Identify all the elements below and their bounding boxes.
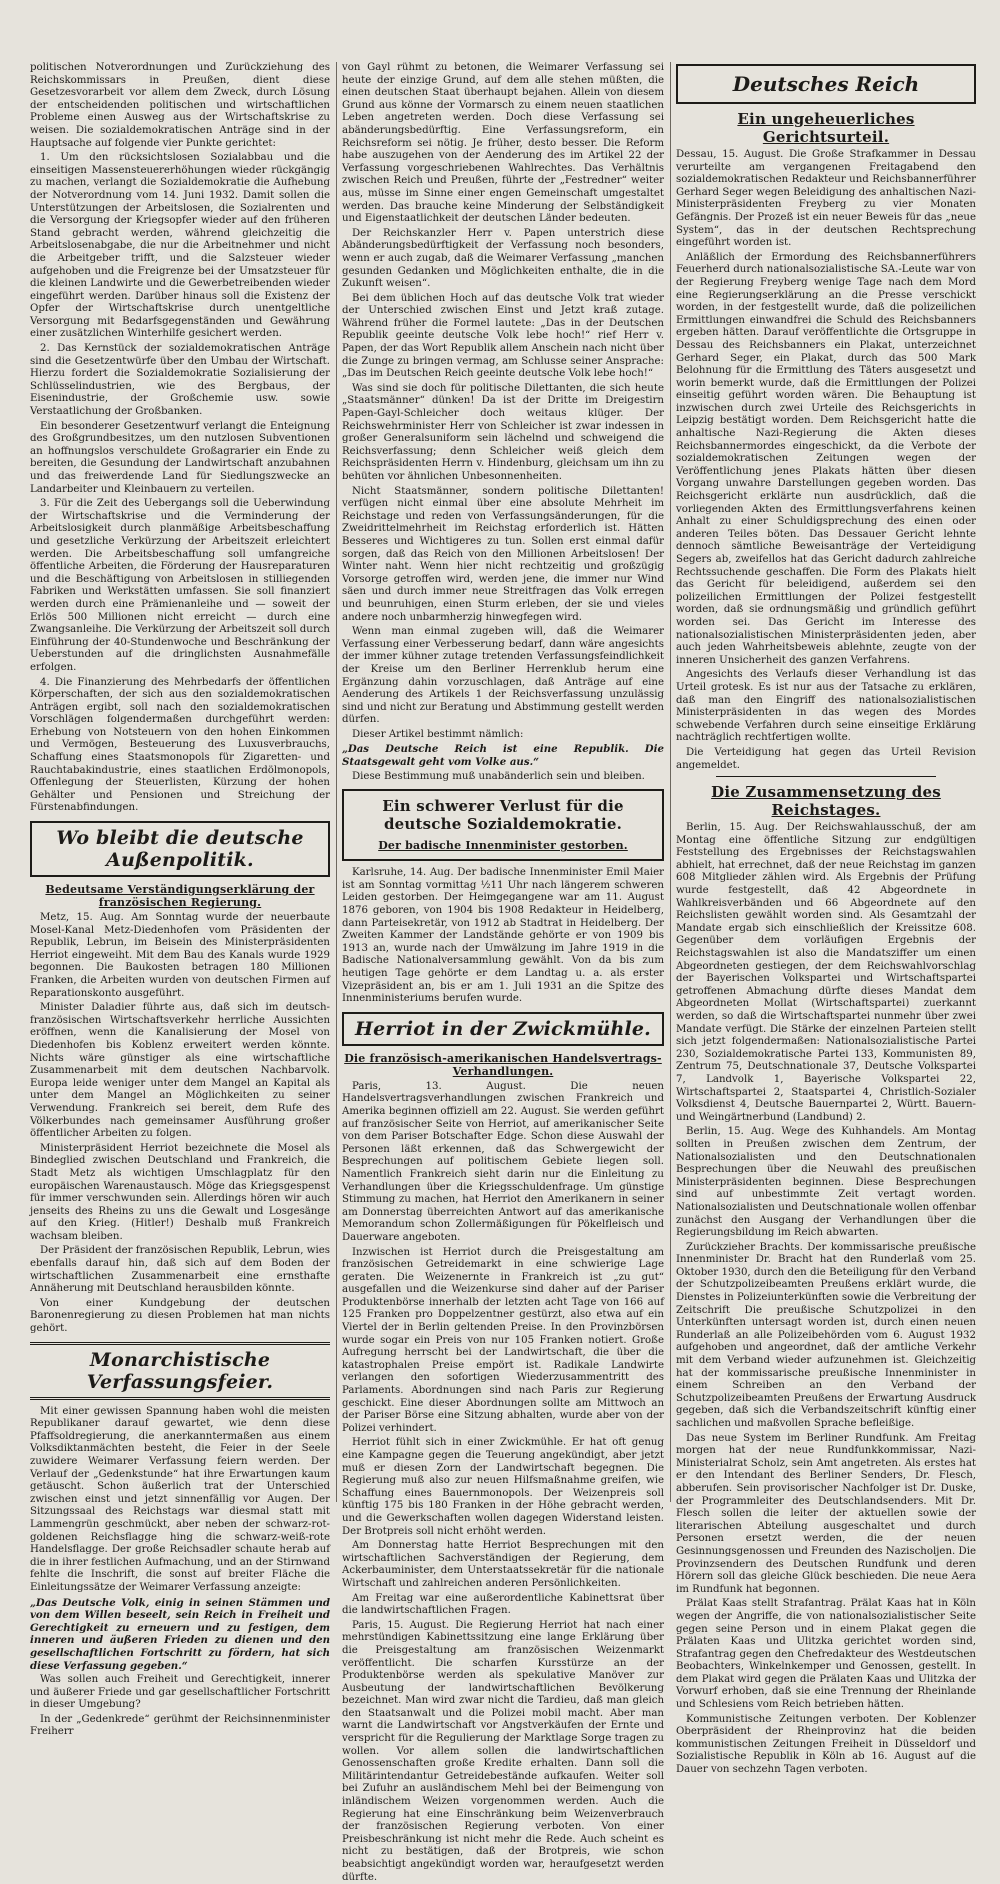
- article-paragraph: Diese Bestimmung muß unabänderlich sein und bleiben.: [352, 770, 645, 782]
- article-paragraph: Berlin, 15. Aug. Der Reichswahlausschuß, der am Montag eine öffentliche Sitzung zur endgültigen Feststellung des Ergebnisses der Reichstagswahlen abhielt, hat errechnet, daß der neue Reichstag im ganzen 608 Mitglieder zählen wird. Als Ergebnis der Prüfung wurde festgestellt, daß 42 Abgeordnete in Wahlkreisverbänden und 66 Abgeordnete auf den Reichslisten gewählt worden sind. Als Gesamtzahl der Mandate ergab sich einschließlich der Kreissitze 608. Gegenüber dem vorläufigen Ergebnis der Reichstagswahlen ist also die Mandatsziffer um einen Abgeordneten gestiegen, der dem Reichswahlvorschlag der Bayerischen Volkspartei und Wirtschaftspartei getroffenen Abmachung dürfte dieses Mandat dem Abgeordneten Mollat (Wirtschaftspartei) zuerkannt werden, so daß die Wirtschaftspartei nunmehr über zwei Mandate verfügt. Die Stärke der einzelnen Parteien stellt sich jetzt folgendermaßen: Nationalsozialistische Partei 230, Sozialdemokratische Partei 133, Kommunisten 89, Zentrum 75, Deutschnationale 37, Deutsche Volkspartei 7, Landvolk 1, Bayerische Volkspartei 22, Wirtschaftspartei 2, Staatspartei 4, Christlich-Sozialer Volksdienst 4, Deutsche Bauernpartei 2, Württ. Bauern- und Weingärtnerbund (Landbund) 2.: [676, 822, 976, 1123]
- section-title: Deutsches Reich: [676, 64, 976, 104]
- quote: „Das Deutsche Reich ist eine Republik. Die Staatsgewalt geht vom Volke aus.“: [342, 743, 664, 769]
- article-paragraph: Herriot fühlt sich in einer Zwickmühle. Er hat oft genug eine Kampagne gegen die Teuerung angekündigt, aber jetzt muß er diesen Zorn der Landwirtschaft begegnen. Die Regierung muß also zur neuen Hilfsmaßnahme greifen, wie Schaffung eines Bauernmonopols. Der Weizenpreis soll künftig 175 bis 180 Franken in der Höhe gebracht werden, und die Gewerkschaften wollen dagegen Widerstand leisten. Der Brotpreis soll nicht erhöht werden.: [342, 1437, 664, 1537]
- article-paragraph: Am Freitag war eine außerordentliche Kabinettsrat über die landwirtschaftlichen Fragen.: [342, 1592, 664, 1617]
- article-paragraph: Prälat Kaas stellt Strafantrag. Prälat Kaas hat in Köln wegen der Angriffe, die von nationalsozialistischer Seite gegen seine Person und in einem Plakat gegen die Prälaten Kaas und Ulitzka gerichtet worden sind, Strafantrag gegen den Chefredakteur des Westdeutschen Beobachters, Winkelnkemper und Genossen, gestellt. In dem Plakat wird gegen die Prälaten Kaas und Ulitzka der Vorwurf erhoben, daß sie eine Trennung der Rheinlande und Schlesiens vom Reich betrieben hätten.: [676, 1598, 976, 1711]
- article-paragraph: Am Donnerstag hatte Herriot Besprechungen mit den wirtschaftlichen Sachverständigen der Regierung, dem Ackerbauminister, dem Unterstaatssekretär für die nationale Wirtschaft und zahlreichen anderen Persönlichkeiten.: [342, 1540, 664, 1589]
- article-paragraph: Was sind sie doch für politische Dilettanten, die sich heute „Staatsmänner“ dünken! Da ist der Dritte im Dreigestirn Papen-Gayl-Schleicher doch weitaus klüger. Der Reichswehrminister Herr von Schleicher ist zwar indessen in großer Generalsuniform sein lächelnd und schweigend die Reichsverfassung; denn Schleicher weiß gleich dem Reichspräsidenten Herrn v. Hindenburg, gleichsam um ihn zu behüten vor ähnlichen Unbesonnenheiten.: [342, 382, 664, 482]
- article-paragraph: Kommunistische Zeitungen verboten. Der Koblenzer Oberpräsident der Rheinprovinz hat die beiden kommunistischen Zeitungen Freiheit in Düsseldorf und Sozialistische Republik in Köln ab 16. August auf die Dauer von sechzehn Tagen verboten.: [676, 1713, 976, 1776]
- article-paragraph: Anläßlich der Ermordung des Reichsbannerführers Feuerherd durch nationalsozialistische SA.-Leute war von der Regierung Freyberg wenige Tage nach dem Mord eine Regierungserklärung an die Presse verschickt worden, in der festgestellt wurde, daß die polizeilichen Ermittlungen einwandfrei die Schuld des Reichsbanners ergeben hätten. Darauf veröffentlichte die Ortsgruppe in Dessau des Reichsbanners ein Plakat, unterzeichnet Gerhard Seger, ein Plakat, durch das 500 Mark Belohnung für die Ermittlung des Täters ausgesetzt und worin bemerkt wurde, daß die Ermittlungen der Polizei einseitig geführt worden wären. Die Behauptung ist inzwischen durch zwei Urteile des Reichsgerichts in Leipzig bestätigt worden. Dem Reichsgericht hatte die anhaltische Nazi-Regierung die Akten dieses Reichsbannermordes eingeschickt, da die Verbote der sozialdemokratischen Zeitungen wegen der Veröffentlichung jenes Plakats hätten über diesen Vorgang unwahre Darstellungen gegeben worden. Das Reichsgericht erklärte nun ausdrücklich, daß die vorliegenden Akten des Ermittlungsverfahrens keinen Anhalt zu einer Schuldigsprechung des einen oder anderen Teiles böten. Das Dessauer Gericht lehnte dennoch sämtliche Beweisanträge der Verteidigung Segers ab, zweifellos hat das Gericht dadurch zahlreiche Rechtssuchende geschaffen. Die Form des Plakats hielt das Gericht für beleidigend, außerdem sei den polizeilichen Ermittlungen der Polizei festgestellt worden, daß sie ordnungsmäßig und gründlich geführt worden sei. Das Gericht im Interesse des nationalsozialistischen Ministerpräsidenten jeden, aber auch jeden Wahrheitsbeweis ablehnte, zeugte von der inneren Unsicherheit des ganzen Verfahrens.: [676, 251, 976, 666]
- headline-reichstag: Die Zusammensetzung des Reichstages.: [711, 783, 941, 820]
- headline-box-obituary: [342, 789, 664, 861]
- article-paragraph: Wenn man einmal zugeben will, daß die Weimarer Verfassung einer Verbesserung bedarf, dann wäre angesichts der immer kühner zutage tretenden Verfassungsfeindlichkeit der Kreise um den Berliner Herrenklub herum eine Ergänzung dahin vorzuschlagen, daß Anträge auf eine Aenderung des Artikels 1 der Reichsverfassung unzulässig sind und nicht zur Beratung und Abstimmung gestellt werden dürfen.: [342, 626, 664, 726]
- subheadline-foreign-policy: Bedeutsame Verständigungserklärung der französischen Regierung.: [45, 883, 315, 910]
- article-paragraph: Minister Daladier führte aus, daß sich im deutsch-französischen Wirtschaftsverkehr herrliche Aussichten eröffnen, wenn die Kanalisierung der Mosel von Diedenhofen bis Koblenz erweitert werden könnte. Nichts wäre günstiger als eine wirtschaftliche Zusammenarbeit mit dem deutschen Nachbarvolk. Europa leide weniger unter dem Mangel an Kapital als unter dem Mangel an Möglichkeiten zu seiner Verwendung. Frankreich sei bereit, dem Rufe des Völkerbundes nach gemeinsamer Ausführung großer öffentlicher Arbeiten zu folgen.: [30, 1002, 330, 1140]
- article-paragraph: Ministerpräsident Herriot bezeichnete die Mosel als Bindeglied zwischen Deutschland und Frankreich, die Stadt Metz als wichtigen Umschlagplatz für den europäischen Warenaustausch. Möge das Kriegsgespenst für immer verschwunden sein. Allerdings hören wir auch jenseits des Rheins zu uns die Gewalt und Losgesänge auf den Krieg. (Hitler!) Deshalb muß Frankreich wachsam bleiben.: [30, 1142, 330, 1242]
- article-paragraph: politischen Notverordnungen und Zurückziehung des Reichskommissars in Preußen, dient diese Gesetzesvorarbeit vor allem dem Zweck, durch Lösung der entscheidenden politischen und wirtschaftlichen Probleme einen Ausweg aus der Wirtschaftskrise zu weisen. Die sozialdemokratischen Anträge sind in der Hauptsache auf folgende vier Punkte gerichtet:: [30, 62, 330, 149]
- article-paragraph: Der Reichskanzler Herr v. Papen unterstrich diese Abänderungsbedürftigkeit der Verfassung noch besonders, wenn er auch zugab, daß die Weimarer Verfassung „manchen gesunden Gedanken und Möglichkeiten enthalte, die in die Zukunft weisen“.: [342, 227, 664, 290]
- divider: [716, 776, 936, 777]
- article-paragraph: Metz, 15. Aug. Am Sonntag wurde der neuerbaute Mosel-Kanal Metz-Diedenhofen vom Präsidenten der Republik, Lebrun, im Beisein des Ministerpräsidenten Herriot eingeweiht. Mit dem Bau des Kanals wurde 1929 begonnen. Die Baukosten betragen 180 Millionen Franken, die Arbeiten wurden von deutschen Firmen auf Reparationskonto ausgeführt.: [30, 912, 330, 999]
- article-paragraph: Der Präsident der französischen Republik, Lebrun, wies ebenfalls darauf hin, daß sich auf dem Boden der wirtschaftlichen Zusammenarbeit eine ernsthafte Annäherung mit Deutschland herausbilden könnte.: [30, 1245, 330, 1295]
- article-paragraph: Nicht Staatsmänner, sondern politische Dilettanten! verfügen nicht einmal über eine absolute Mehrheit im Reichstage und reden von Verfassungsänderungen, für die Zweidrittelmehrheit im Reichstag erforderlich ist. Hätten Besseres und Wichtigeres zu tun. Sollen erst einmal dafür sorgen, daß das Reich von den Millionen Arbeitslosen! Der Winter naht. Wenn hier nicht rechtzeitig und großzügig Vorsorge getroffen wird, werden jene, die immer nur Wind säen und durch immer neue Streitfragen das Volk erregen und beunruhigen, einen Sturm erleben, der sie und vieles andere noch unbarmherzig hinwegfegen wird.: [342, 485, 664, 623]
- article-paragraph: Was sollen auch Freiheit und Gerechtigkeit, innerer und äußerer Friede und gar gesellschaftlicher Fortschritt in dieser Umgebung?: [30, 1674, 330, 1711]
- article-paragraph: Bei dem üblichen Hoch auf das deutsche Volk trat wieder der Unterschied zwischen Einst und Jetzt kraß zutage. Während früher die Formel lautete: „Das in der Deutschen Republik geeinte deutsche Volk lebe hoch!“ rief Herr v. Papen, der das Wort Republik allem Anschein nach nicht über die Zunge zu bringen vermag, am Schlusse seiner Ansprache: „Das im Deutschen Reich geeinte deutsche Volk lebe hoch!“: [342, 292, 664, 380]
- article-paragraph: Ein besonderer Gesetzentwurf verlangt die Enteignung des Großgrundbesitzes, um den nutzlosen Subventionen an hoffnungslos verschuldete Großagrarier ein Ende zu bereiten, die Gesundung der Landwirtschaft anzubahnen und das freiwerdende Land für Siedlungszwecke an Landarbeiter und Kleinbauern zu verteilen.: [30, 420, 330, 495]
- column-3: [676, 62, 976, 1776]
- article-paragraph: Dieser Artikel bestimmt nämlich:: [352, 728, 524, 740]
- article-paragraph: Das neue System im Berliner Rundfunk. Am Freitag morgen hat der neue Rundfunkkommissar, Nazi-Ministerialrat Scholz, sein Amt angetreten. Als erstes hat er den Intendant des Berliner Senders, Dr. Flesch, abberufen. Sein provisorischer Nachfolger ist Dr. Duske, der Programmleiter des Deutschlandsenders. Mit Dr. Flesch sollen die leiter der aktuellen sowie der literarischen Abteilung ausgeschaltet und durch Personen ersetzt werden, die der neuen Gesinnungsgenossen und Freunden des Nazischoljen. Die Provinzsendern des Deutschen Rundfunk und deren Hörern soll das gleiche Glück beschieden. Die neue Aera im Rundfunk hat begonnen.: [676, 1432, 976, 1595]
- headline-constitution-celebration: Monarchistische Verfassungsfeier.: [30, 1342, 330, 1400]
- subheadline-herriot: Die französisch-amerikanischen Handelsvertrags-Verhandlungen.: [344, 1051, 662, 1078]
- headline-foreign-policy: Wo bleibt die deutsche Außenpolitik.: [30, 821, 330, 877]
- column-divider: [336, 62, 337, 1502]
- article-paragraph: Die Verteidigung hat gegen das Urteil Revision angemeldet.: [676, 746, 976, 771]
- article-paragraph: Zurückzieher Brachts. Der kommissarische preußische Innenminister Dr. Bracht hat den Runderlaß vom 25. Oktober 1930, durch den die Beteiligung für den Verband der Schutzpolizeibeamten Preußens erklärt wurde, die Dienstes in Polizeiunterkünften sowie die Verbreitung der Zeitschrift Die preußische Schutzpolizei in den Unterkünften untersagt worden ist, durch einen neuen Runderlaß an alle Polizeibehörden vom 6. August 1932 aufgehoben und angeordnet, daß der amtliche Verkehr mit dem Verband wieder aufzunehmen ist. Gleichzeitig hat der kommissarische preußische Innenminister in einem Schreiben an den Verband der Schutzpolizeibeamten Preußens der Erwartung Ausdruck gegeben, daß sich die Verbandszeitschrift künftig einer sachlichen und maßvollen Sprache befleißige.: [676, 1241, 976, 1429]
- headline-herriot: Herriot in der Zwickmühle.: [342, 1012, 664, 1046]
- column-divider: [670, 62, 671, 1502]
- article-paragraph: Mit einer gewissen Spannung haben wohl die meisten Republikaner darauf gewartet, wie denn diese Pfaffsoldregierung, die anerkanntermaßen aus einem Volksdiktanmächten besteht, die Feier in der Seele zuwidere Weimarer Verfassung feiern werden. Der Verlauf der „Gedenkstunde“ hat ihre Erwartungen kaum getäuscht. Schon äußerlich trat der Unterschied zwischen einst und jetzt sinnenfällig vor Augen. Der Sitzungssaal des Reichstags war diesmal statt mit Lammengrün geschmückt, aber neben der schwarz-rot-goldenen Reichsflagge hing die schwarz-weiß-rote Handelsflagge. Der große Reichsadler schaute herab auf die in ihrer festlichen Aufmachung, und an der Stirnwand fehlte die Inschrift, die sonst auf breiter Fläche die Einleitungssätze der Weimarer Verfassung anzeigte:: [30, 1405, 330, 1593]
- article-paragraph: 4. Die Finanzierung des Mehrbedarfs der öffentlichen Körperschaften, der sich aus den sozialdemokratischen Anträgen ergibt, soll nach den sozialdemokratischen Vorschlägen folgendermaßen durchgeführt werden: Erhebung von Notsteuern von den hohen Einkommen und Vermögen, Besteuerung des Luxusverbrauchs, Schaffung eines Staatsmonopols für Zigaretten- und Rauchtabakindustrie, eines staatlichen Erdölmonopols, Offenlegung der Steuerlisten, Kürzung der hohen Gehälter und Pensionen und Streichung der Fürstenabfindungen.: [30, 676, 330, 814]
- article-paragraph: Berlin, 15. Aug. Wege des Kuhhandels. Am Montag sollten in Preußen zwischen dem Zentrum, der Nationalsozialisten und den Deutschnationalen Besprechungen über die Neuwahl des preußischen Ministerpräsidenten beginnen. Diese Besprechungen sind auf unbestimmte Zeit vertagt worden. Nationalsozialisten und Deutschnationale wollen offenbar zunächst den Ausgang der Verhandlungen über die Regierungsbildung im Reich abwarten.: [676, 1126, 976, 1239]
- article-paragraph: Angesichts des Verlaufs dieser Verhandlung ist das Urteil grotesk. Es ist nur aus der Tatsache zu erklären, daß man den Eingriff des nationalsozialistischen Ministerpräsidenten in das wegen des Mordes schwebende Verfahren durch seine einseitige Erklärung nachträglich rechtfertigen wollte.: [676, 669, 976, 744]
- article-paragraph: Paris, 15. August. Die Regierung Herriot hat nach einer mehrstündigen Kabinettssitzung eine lange Erklärung über die Preisgestaltung am französischen Weizenmarkt veröffentlicht. Die scharfen Kursstürze an der Produktenbörse werden als spekulative Manöver zur Ausbeutung der landwirtschaftlichen Bevölkerung bezeichnet. Man wird zwar nicht die Tardieu, daß man gleich den Staatsanwalt und die Polizei mobil macht. Aber man warnt die Landwirtschaft vor Angstverkäufen der Ernte und verspricht für die Regulierung der Marktlage Sorge tragen zu wollen. Vor allem sollen die landwirtschaftlichen Genossenschaften große Kredite erhalten. Dann soll die Militärintendantur Getreidebestände aufkaufen. Weiter soll bei Zufuhr an ausländischem Mehl bei der Beimengung von inländischem Weizen vorgenommen werden. Auch die Regierung hat eine Einschränkung beim Weizenverbrauch der französischen Regierung verboten. Von einer Preisbeschränkung ist nicht mehr die Rede. Auch scheint es nicht zu bestätigen, daß der Brotpreis, wie schon beabsichtigt angekündigt worden war, heraufgesetzt werden dürfte.: [342, 1619, 664, 1883]
- article-paragraph: 2. Das Kernstück der sozialdemokratischen Anträge sind die Gesetzentwürfe über den Umbau der Wirtschaft. Hierzu fordert die Sozialdemokratie Sozialisierung der Schlüsselindustrien, wie des Bergbaus, der Eisenindustrie, der Großchemie usw. sowie Verstaatlichung der Großbanken.: [30, 343, 330, 418]
- article-paragraph: 1. Um den rücksichtslosen Sozialabbau und die einseitigen Massensteuererhöhungen wieder rückgängig zu machen, verlangt die Sozialdemokratie die Aufhebung der Notverordnung vom 14. Juni 1932. Damit sollen die Unterstützungen der Arbeitslosen, die Sozialrenten und die Versorgung der Kriegsopfer wieder auf den früheren Stand gebracht werden, während gleichzeitig die Arbeitslosenabgabe, die nur die Arbeitnehmer und nicht die Arbeitgeber trifft, und die Salzsteuer wieder aufgehoben und die Freigrenze bei der Umsatzsteuer für die kleinen Landwirte und die Gewerbetreibenden wieder eingeführt werden. Darüber hinaus soll die Existenz der Opfer der Wirtschaftskrise durch unentgeltliche Versorgung mit Bedarfsgegenständen und Gewährung einer zusätzlichen Winterhilfe gesichert werden.: [30, 152, 330, 340]
- article-paragraph: Inzwischen ist Herriot durch die Preisgestaltung am französischen Getreidemarkt in eine schwierige Lage geraten. Die Weizenernte in Frankreich ist „zu gut“ ausgefallen und die Weizenkurse sind daher auf der Pariser Produktenbörse innerhalb der letzten acht Tage von 166 auf 125 Franken pro Doppelzentner gestürzt, also etwa auf ein Viertel der in Berlin geltenden Preise. In den Provinzbörsen wurde sogar ein Preis von nur 105 Franken notiert. Große Aufregung herrscht bei der Landwirtschaft, die über die katastrophalen Preise empört ist. Radikale Landwirte verlangen den sofortigen Wiederzusammentritt des Parlaments. Abordnungen sind nach Paris zur Regierung geschickt. Eine dieser Abordnungen sollte am Mittwoch an der Pariser Börse eine Sitzung abhalten, wurde aber von der Polizei verhindert.: [342, 1246, 664, 1434]
- article-paragraph: von Gayl rühmt zu betonen, die Weimarer Verfassung sei heute der einzige Grund, auf dem alle stehen müßten, die einen deutschen Staat überhaupt bejahen. Allein von diesem Grund aus könne der Vormarsch zu einem neuen staatlichen Leben angetreten werden. Doch diese Verfassung sei abänderungsbedürftig. Eine Verfassungsreform, ein Reichsreform sei nötig. Je früher, desto besser. Die Reform habe auszugehen von der Aenderung des im Artikel 22 der Verfassung vorgeschriebenen Wahlrechtes. Das Verhältnis zwischen Reich und Preußen, führte der „Festredner“ weiter aus, müsse im Sinne einer engen Gemeinschaft umgestaltet werden. Das brauche keine Minderung der Selbständigkeit und Eigenstaatlichkeit der deutschen Länder bedeuten.: [342, 62, 664, 225]
- quote: „Das Deutsche Volk, einig in seinen Stämmen und von dem Willen beseelt, sein Reich in Freiheit und Gerechtigkeit zu erneuern und zu festigen, dem inneren und äußeren Frieden zu dienen und den gesellschaftlichen Fortschritt zu fördern, hat sich diese Verfassung gegeben.“: [30, 1596, 330, 1672]
- subheadline-obituary: Der badische Innenminister gestorben.: [378, 839, 628, 853]
- article-paragraph: Dessau, 15. August. Die Große Strafkammer in Dessau verurteilte am vergangenen Freitagabend den sozialdemokratischen Redakteur und Reichsbannerführer Gerhard Seger wegen Beleidigung des anhaltischen Nazi-Ministerpräsidenten Freyberg zu vier Monaten Gefängnis. Der Prozeß ist ein neuer Beweis für das „neue System“, das in der deutschen Rechtsprechung eingeführt worden ist.: [676, 149, 976, 249]
- headline-obituary: Ein schwerer Verlust für die deutsche Sozialdemokratie.: [382, 797, 624, 834]
- article-paragraph: 3. Für die Zeit des Uebergangs soll die Ueberwindung der Wirtschaftskrise und die Verminderung der Arbeitslosigkeit durch planmäßige Arbeitsbeschaffung und gesetzliche Verkürzung der Arbeitszeit erleichtert werden. Die Arbeitsbeschaffung soll umfangreiche öffentliche Arbeiten, die Förderung der Hausreparaturen und die Beschäftigung von Arbeitslosen in stilliegenden Fabriken und Werkstätten umfassen. Sie soll finanziert werden durch eine Prämienanleihe und — soweit der Erlös 500 Millionen nicht erreicht — durch eine Zwangsanleihe. Die Verkürzung der Arbeitszeit soll durch Einführung der 40-Stundenwoche und Beschränkung der Ueberstunden auf die dringlichsten Ausnahmefälle erfolgen.: [30, 498, 330, 673]
- column-2: [342, 62, 664, 1883]
- column-1: [30, 62, 330, 1738]
- article-paragraph: In der „Gedenkrede“ gerühmt der Reichsinnenminister Freiherr: [30, 1713, 330, 1738]
- article-paragraph: Paris, 13. August. Die neuen Handelsvertragsverhandlungen zwischen Frankreich und Amerika beginnen offiziell am 22. August. Sie werden geführt auf französischer Seite von Herriot, auf amerikanischer Seite von dem Pariser Botschafter Edge. Schon diese Auswahl der Personen läßt erkennen, daß das Schwergewicht der Besprechungen auf politischem Gebiete liegen soll. Namentlich Frankreich sieht darin nur die Einleitung zu Verhandlungen über die Kriegsschuldenfrage. Um günstige Stimmung zu machen, hat Herriot den Amerikanern in seiner am Donnerstag überreichten Antwort auf das amerikanische Memorandum schon Zollermäßigungen für Pökelfleisch und Dauerware angeboten.: [342, 1080, 664, 1243]
- headline-court-verdict: Ein ungeheuerliches Gerichtsurteil.: [737, 110, 915, 146]
- article-paragraph: Karlsruhe, 14. Aug. Der badische Innenminister Emil Maier ist am Sonntag vormittag ½11 Uhr nach längerem schweren Leiden gestorben. Der Heimgegangene war am 11. August 1876 geboren, von 1904 bis 1908 Redakteur in Heidelberg, dann Parteisekretär, von 1912 ab Stadtrat in Heidelberg. Der Zweiten Kammer der Landstände gehörte er von 1909 bis 1913 an, wurde nach der Umwälzung im Jahre 1919 in die Badische Nationalversammlung gewählt. Von da bis zum heutigen Tage gehörte er dem Landtag u. a. als erster Vizepräsident an, bis er am 1. Juli 1931 an die Spitze des Innenministeriums berufen wurde.: [342, 867, 664, 1005]
- article-paragraph: Von einer Kundgebung der deutschen Baronenregierung zu diesen Problemen hat man nichts gehört.: [30, 1297, 330, 1335]
